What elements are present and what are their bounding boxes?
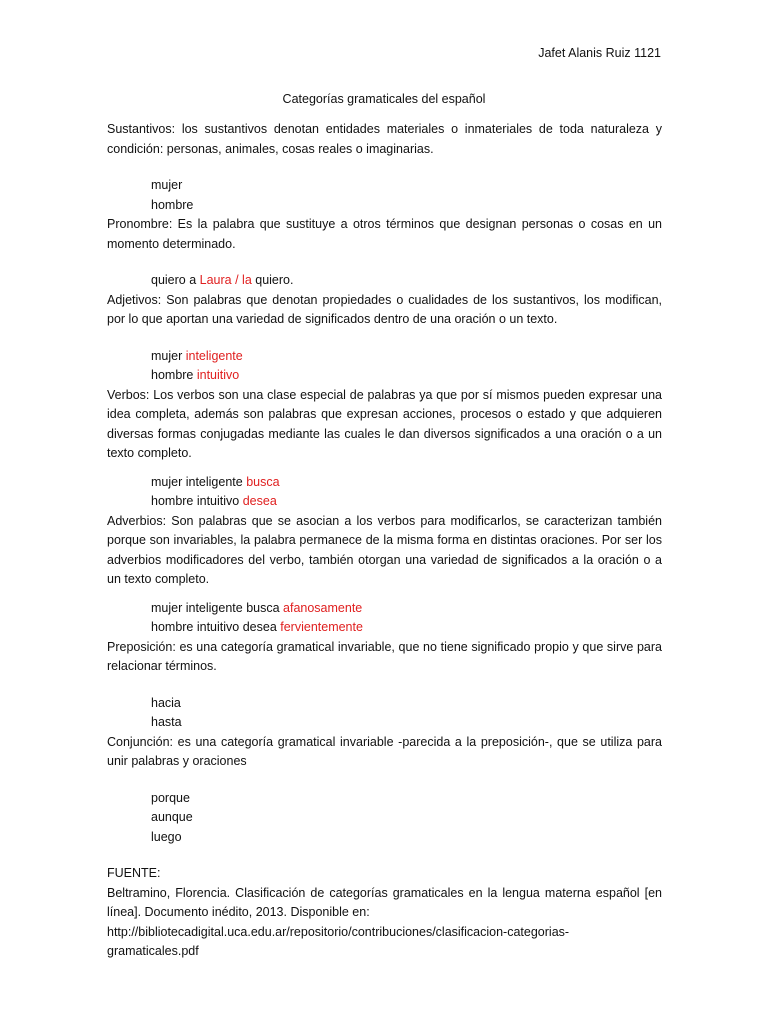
example-item: hasta — [151, 715, 182, 729]
highlighted-word: Laura / la — [199, 273, 252, 287]
author-line: Jafet Alanis Ruiz 1121 — [538, 46, 661, 60]
paragraph-conjuncion: Conjunción: es una categoría gramatical invariable -parecida a la preposición-, que se utiliza para unir palabras y oraciones — [107, 734, 662, 768]
example-text: quiero a — [151, 273, 200, 287]
source-url-line[interactable]: gramaticales.pdf — [107, 944, 199, 958]
example-item — [107, 599, 662, 619]
highlighted-word: inteligente — [185, 348, 243, 363]
example-item: hombre — [151, 197, 194, 212]
source-citation: Beltramino, Florencia. Clasificación de categorías gramaticales en la lengua materna español [en línea]. Documento inédito, 2013. Disponible en: — [107, 885, 662, 919]
highlighted-word: afanosamente — [283, 600, 363, 615]
example-item: hacia — [151, 695, 181, 710]
paragraph-adjetivos: Adjetivos: Son palabras que denotan propiedades o cualidades de los sustantivos, los modifican, por lo que aportan una variedad de significados dentro de una oración o un texto. — [107, 292, 662, 326]
example-text: hombre intuitivo — [151, 494, 243, 508]
highlighted-word: desea — [242, 494, 277, 508]
example-text: hombre intuitivo desea — [151, 620, 281, 634]
example-text: quiero. — [251, 273, 294, 287]
example-item — [107, 473, 662, 493]
paragraph-preposicion: Preposición: es una categoría gramatical invariable, que no tiene significado propio y que sirve para relacionar términos. — [107, 639, 662, 673]
paragraph-verbos: Verbos: Los verbos son una clase especial de palabras ya que por sí mismos pueden expresar una idea completa, además son palabras que expresan acciones, procesos o estado y que adquieren diversas formas conjugadas mediante las cuales le dan diversos significados a una oración o a un texto completo. — [107, 387, 662, 460]
example-item — [107, 492, 662, 512]
example-text: mujer inteligente busca — [151, 600, 284, 615]
highlighted-word: fervientemente — [280, 620, 363, 634]
example-item — [107, 366, 662, 386]
document-title: Categorías gramaticales del español — [282, 92, 486, 106]
example-item — [107, 347, 662, 367]
highlighted-word: busca — [246, 474, 280, 489]
source-url[interactable] — [107, 923, 662, 962]
source-heading: FUENTE: — [107, 866, 161, 880]
example-item: aunque — [151, 810, 193, 824]
document-body — [107, 120, 662, 962]
example-item: porque — [151, 790, 190, 805]
example-item — [107, 618, 662, 638]
paragraph-sustantivos: Sustantivos: los sustantivos denotan entidades materiales o inmateriales de toda naturaleza y condición: personas, animales, cosas reales o imaginarias. — [107, 122, 662, 156]
source-url-line[interactable]: http://bibliotecadigital.uca.edu.ar/repositorio/contribuciones/clasificacion-categorias- — [107, 924, 570, 939]
example-item: mujer — [151, 178, 183, 192]
highlighted-word: intuitivo — [196, 368, 240, 382]
example-text: mujer — [151, 348, 186, 363]
paragraph-pronombre: Pronombre: Es la palabra que sustituye a otros términos que designan personas o cosas en un momento determinado. — [107, 217, 662, 251]
example-item — [107, 271, 662, 291]
example-text: hombre — [151, 368, 197, 382]
paragraph-adverbios: Adverbios: Son palabras que se asocian a los verbos para modificarlos, se caracterizan también porque son invariables, la palabra permanece de la misma forma en distintas oraciones. Por ser los adverbios modificadores del verbo, también otorgan una variedad de significados a la oración o a un texto completo. — [107, 513, 662, 586]
example-item: luego — [151, 829, 182, 844]
example-text: mujer inteligente — [151, 474, 247, 489]
